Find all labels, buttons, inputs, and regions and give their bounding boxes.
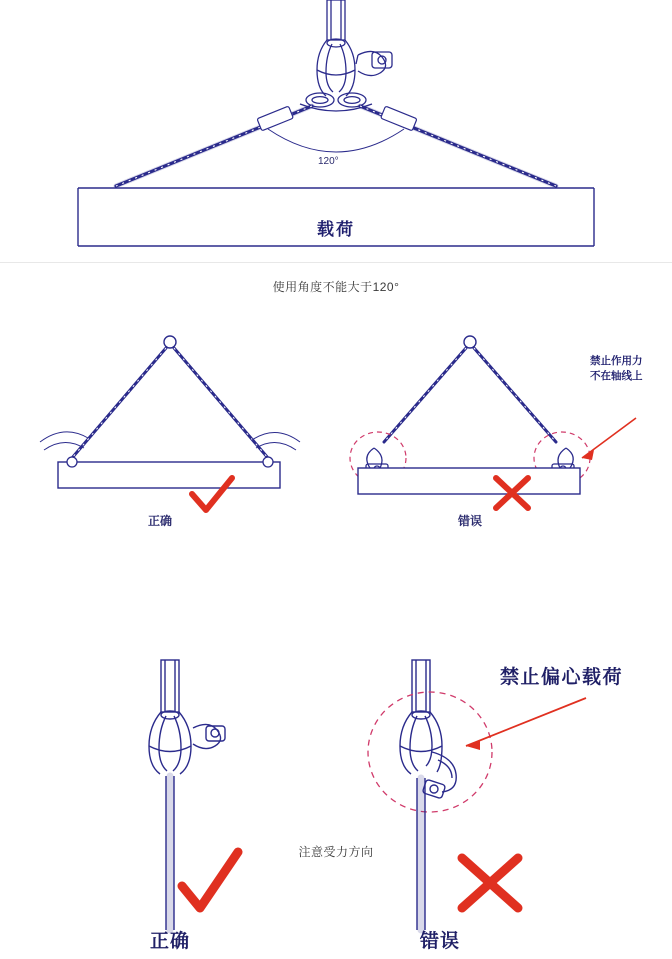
caption-direction: 注意受力方向 [298, 845, 374, 859]
warning-arrow-icon [582, 418, 636, 458]
top-strap-icon [161, 660, 179, 712]
top-strap-icon [327, 0, 345, 40]
label-correct-eccentric: 正确 [149, 931, 190, 952]
warning-arrow-head [582, 450, 594, 460]
caption-angle: 使用角度不能大于120° [272, 280, 400, 294]
angle-value-label: 120° [318, 156, 339, 167]
warning-axis-line2: 不在轴线上 [590, 370, 643, 382]
load-beam-wrong [358, 468, 580, 494]
master-link-icon [317, 39, 355, 96]
angle-arc [268, 129, 404, 152]
warning-axis-line1: 禁止作用力 [590, 355, 643, 367]
panel-angle [0, 0, 672, 300]
rope-sleeve-icon [257, 106, 417, 131]
check-mark-icon [182, 852, 238, 908]
panel-eccentric [0, 600, 672, 959]
label-wrong-eccentric: 错误 [419, 931, 460, 952]
lift-point-icon [464, 336, 476, 348]
lift-point-icon [164, 336, 176, 348]
top-strap-icon [412, 660, 430, 712]
shackle-icon [422, 752, 456, 799]
eccentric-diagram-svg [0, 600, 672, 959]
direction-diagram-svg [0, 300, 672, 570]
divider-1 [0, 262, 672, 263]
angle-diagram-svg [0, 0, 672, 300]
load-label: 载荷 [317, 220, 355, 239]
warning-eccentric-label: 禁止偏心载荷 [500, 667, 624, 688]
cross-mark-icon [462, 858, 518, 908]
label-correct-direction: 正确 [147, 514, 172, 528]
load-beam-correct [58, 462, 280, 488]
correct-rigging-group [40, 336, 300, 488]
warning-arrow-icon [466, 698, 586, 746]
label-wrong-direction: 错误 [457, 514, 482, 528]
shackle-icon [356, 51, 392, 75]
